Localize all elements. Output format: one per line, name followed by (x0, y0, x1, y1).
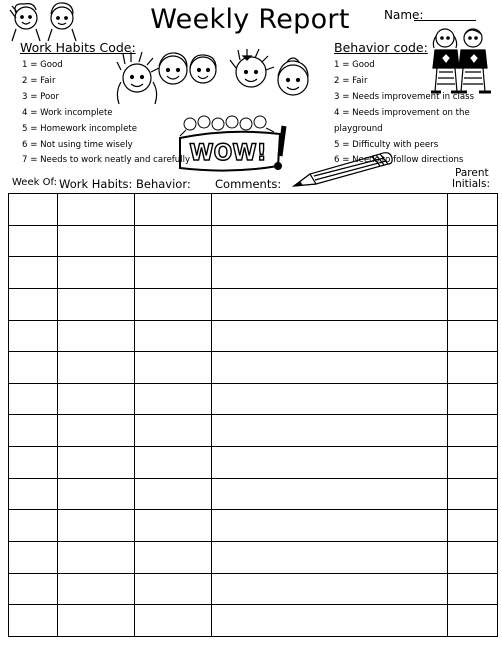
col-header-parent-initials: Parent Initials: (452, 167, 491, 190)
work-habits-cell[interactable] (58, 573, 135, 605)
table-row (9, 288, 498, 320)
work-habits-cell[interactable] (58, 383, 135, 415)
comments-cell[interactable] (212, 478, 448, 510)
list-item: 3 = Poor (22, 91, 60, 102)
table-row (9, 415, 498, 447)
behavior-cell[interactable] (135, 573, 212, 605)
col-header-week-of: Week Of: (12, 177, 57, 188)
behavior-cell[interactable] (135, 510, 212, 542)
list-item: 2 = Fair (334, 75, 368, 86)
behavior-cell[interactable] (135, 383, 212, 415)
behavior-cell[interactable] (135, 288, 212, 320)
table-row (9, 510, 498, 542)
comments-cell[interactable] (212, 415, 448, 447)
table-row (9, 605, 498, 637)
parent-initials-cell[interactable] (448, 383, 498, 415)
table-row (9, 352, 498, 384)
week-of-cell[interactable] (9, 225, 58, 257)
behavior-cell[interactable] (135, 415, 212, 447)
parent-initials-cell[interactable] (448, 257, 498, 289)
work-habits-cell[interactable] (58, 288, 135, 320)
parent-initials-cell[interactable] (448, 478, 498, 510)
week-of-cell[interactable] (9, 478, 58, 510)
comments-cell[interactable] (212, 194, 448, 226)
kids-clipart-icon (4, 2, 84, 42)
week-of-cell[interactable] (9, 320, 58, 352)
behavior-cell[interactable] (135, 320, 212, 352)
work-habits-cell[interactable] (58, 320, 135, 352)
work-habits-cell[interactable] (58, 605, 135, 637)
behavior-cell[interactable] (135, 478, 212, 510)
parent-initials-cell[interactable] (448, 288, 498, 320)
col-header-comments: Comments: (215, 177, 282, 191)
parent-initials-cell[interactable] (448, 320, 498, 352)
work-habits-cell[interactable] (58, 415, 135, 447)
list-item: 4 = Needs improvement on the playground (334, 107, 470, 134)
behavior-cell[interactable] (135, 352, 212, 384)
parent-initials-cell[interactable] (448, 541, 498, 573)
page-title: Weekly Report (150, 4, 350, 35)
list-item: 5 = Difficulty with peers (334, 139, 439, 150)
work-habits-cell[interactable] (58, 225, 135, 257)
work-habits-cell[interactable] (58, 541, 135, 573)
list-item: 7 = Needs to work neatly and carefully (22, 155, 191, 166)
list-item: 1 = Good (22, 60, 63, 70)
parent-initials-cell[interactable] (448, 415, 498, 447)
report-table (8, 193, 498, 637)
comments-cell[interactable] (212, 605, 448, 637)
table-row (9, 478, 498, 510)
list-item: 6 = Not using time wisely (22, 139, 133, 150)
work-habits-cell[interactable] (58, 510, 135, 542)
work-habits-heading: Work Habits Code: (20, 40, 136, 55)
comments-cell[interactable] (212, 288, 448, 320)
parent-initials-cell[interactable] (448, 225, 498, 257)
list-item: 2 = Fair (22, 75, 56, 86)
comments-cell[interactable] (212, 225, 448, 257)
comments-cell[interactable] (212, 447, 448, 479)
week-of-cell[interactable] (9, 257, 58, 289)
comments-cell[interactable] (212, 320, 448, 352)
table-row (9, 447, 498, 479)
behavior-cell[interactable] (135, 194, 212, 226)
wow-text: WOW! (189, 141, 267, 166)
comments-cell[interactable] (212, 352, 448, 384)
name-label: Name: (384, 8, 424, 22)
behavior-cell[interactable] (135, 225, 212, 257)
week-of-cell[interactable] (9, 541, 58, 573)
week-of-cell[interactable] (9, 383, 58, 415)
week-of-cell[interactable] (9, 605, 58, 637)
comments-cell[interactable] (212, 510, 448, 542)
work-habits-cell[interactable] (58, 352, 135, 384)
list-item: 5 = Homework incomplete (22, 123, 138, 134)
parent-initials-cell[interactable] (448, 447, 498, 479)
comments-cell[interactable] (212, 573, 448, 605)
table-row (9, 225, 498, 257)
week-of-cell[interactable] (9, 288, 58, 320)
table-row (9, 194, 498, 226)
week-of-cell[interactable] (9, 447, 58, 479)
behavior-cell[interactable] (135, 447, 212, 479)
comments-cell[interactable] (212, 383, 448, 415)
table-row (9, 383, 498, 415)
behavior-heading: Behavior code: (334, 40, 428, 55)
table-row (9, 257, 498, 289)
parent-initials-cell[interactable] (448, 510, 498, 542)
list-item: 1 = Good (334, 60, 375, 70)
list-item: 6 = Needs to follow directions (334, 155, 464, 166)
faces-clipart-icon (115, 48, 325, 108)
name-field-line[interactable] (414, 20, 476, 21)
work-habits-cell[interactable] (58, 257, 135, 289)
parent-initials-cell[interactable] (448, 605, 498, 637)
parent-initials-cell[interactable] (448, 194, 498, 226)
comments-cell[interactable] (212, 541, 448, 573)
pencil-icon (290, 150, 400, 192)
parent-initials-cell[interactable] (448, 573, 498, 605)
col-header-behavior: Behavior: (136, 177, 191, 191)
wow-clipart-icon (176, 112, 300, 174)
two-kids-clipart-icon (425, 26, 497, 104)
week-of-cell[interactable] (9, 510, 58, 542)
comments-cell[interactable] (212, 257, 448, 289)
behavior-cell[interactable] (135, 541, 212, 573)
week-of-cell[interactable] (9, 573, 58, 605)
table-row (9, 573, 498, 605)
list-item: 3 = Needs improvement in class (334, 91, 475, 102)
behavior-cell[interactable] (135, 605, 212, 637)
list-item: 4 = Work incomplete (22, 107, 113, 118)
work-habits-cell[interactable] (58, 194, 135, 226)
table-row (9, 320, 498, 352)
parent-initials-cell[interactable] (448, 352, 498, 384)
week-of-cell[interactable] (9, 194, 58, 226)
col-header-work-habits: Work Habits: (59, 177, 133, 191)
week-of-cell[interactable] (9, 352, 58, 384)
behavior-cell[interactable] (135, 257, 212, 289)
work-habits-cell[interactable] (58, 447, 135, 479)
table-row (9, 541, 498, 573)
work-habits-cell[interactable] (58, 478, 135, 510)
week-of-cell[interactable] (9, 415, 58, 447)
